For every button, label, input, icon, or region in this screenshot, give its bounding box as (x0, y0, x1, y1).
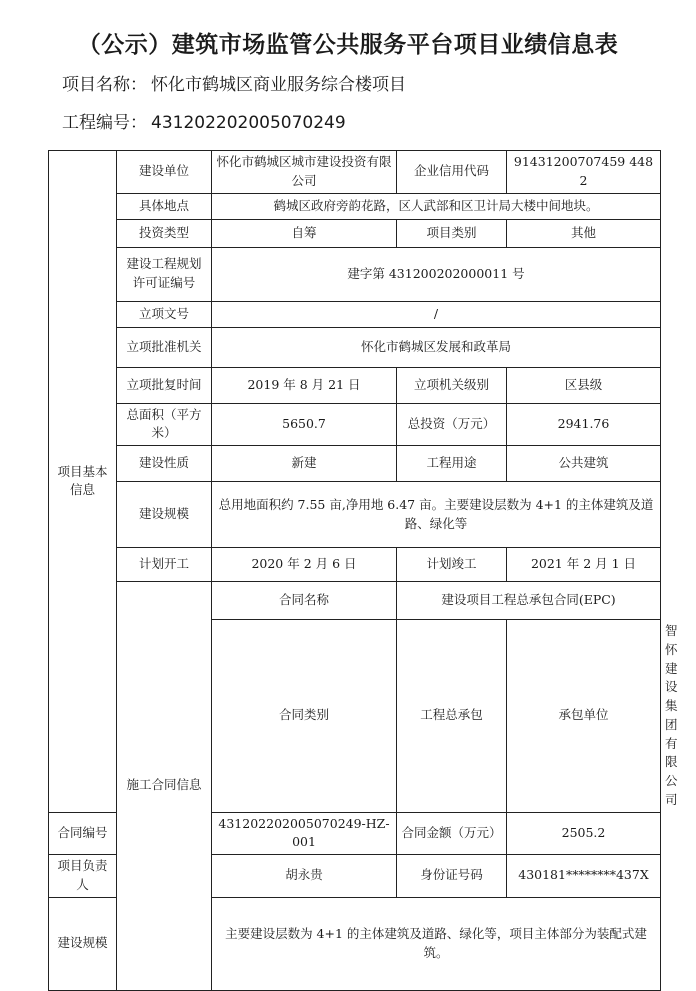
approval-org-value: 怀化市鹤城区发展和政革局 (212, 327, 661, 367)
project-name-label: 项目名称： (62, 75, 147, 95)
permit-value: 建字第 431200202000011 号 (212, 247, 661, 301)
project-code-line (62, 108, 346, 133)
invest-type-value: 自筹 (212, 219, 397, 247)
credit-code-value: 91431200707459 4482 (507, 151, 661, 194)
invest-type-label: 投资类型 (117, 219, 212, 247)
plan-start-value: 2020 年 2 月 6 日 (212, 548, 397, 582)
plan-start-label: 计划开工 (117, 548, 212, 582)
plan-end-label: 计划竣工 (397, 548, 507, 582)
approval-org-label: 立项批准机关 (117, 327, 212, 367)
permit-label: 建设工程规划许可证编号 (117, 247, 212, 301)
table-row (49, 482, 661, 548)
builder-label: 建设单位 (117, 151, 212, 194)
credit-code-label: 企业信用代码 (397, 151, 507, 194)
project-code-value: 431202202005070249 (151, 113, 346, 133)
table-row (49, 247, 661, 301)
contract-scale-value: 主要建设层数为 4+1 的主体建筑及道路、绿化等，项目主体部分为装配式建筑。 (212, 897, 661, 990)
table-row (49, 582, 661, 620)
table-row: 合同类别 工程总承包 承包单位 智怀建设集团有限公司 (49, 620, 661, 813)
location-label: 具体地点 (117, 193, 212, 219)
manager-value: 胡永贵 (212, 855, 397, 898)
info-table (48, 150, 678, 991)
manager-label: 项目负责人 (49, 855, 117, 898)
table-row (49, 548, 661, 582)
table-row (49, 367, 661, 403)
usage-label: 工程用途 (397, 446, 507, 482)
section-basic-label: 项目基本信息 (49, 151, 117, 813)
id-number-value: 430181********437X (507, 855, 661, 898)
project-name-value: 怀化市鹤城区商业服务综合楼项目 (151, 75, 406, 95)
usage-value: 公共建筑 (507, 446, 661, 482)
investment-label: 总投资（万元） (397, 403, 507, 446)
contract-amount-label: 合同金额（万元） (397, 812, 507, 855)
contract-number-label: 合同编号 (49, 812, 117, 855)
scale-value: 总用地面积约 7.55 亩,净用地 6.47 亩。主要建设层数为 4+1 的主体建筑及道路、绿化等 (212, 482, 661, 548)
contract-scale-label: 建设规模 (49, 897, 117, 990)
approval-doc-label: 立项文号 (117, 301, 212, 327)
approval-date-label: 立项批复时间 (117, 367, 212, 403)
section-contract-label: 施工合同信息 (117, 582, 212, 991)
contract-type-value: 工程总承包 (397, 620, 507, 813)
project-category-label: 项目类别 (397, 219, 507, 247)
nature-value: 新建 (212, 446, 397, 482)
table-row (49, 301, 661, 327)
table-row (49, 327, 661, 367)
approval-doc-value: / (212, 301, 661, 327)
table-row (49, 446, 661, 482)
org-level-label: 立项机关级别 (397, 367, 507, 403)
location-value: 鹤城区政府旁韵花路，区人武部和区卫计局大楼中间地块。 (212, 193, 661, 219)
builder-value: 怀化市鹤城区城市建设投资有限公司 (212, 151, 397, 194)
project-name-line (62, 70, 406, 95)
scale-label: 建设规模 (117, 482, 212, 548)
table-row (49, 151, 661, 194)
contractor-label: 承包单位 (507, 620, 661, 813)
nature-label: 建设性质 (117, 446, 212, 482)
org-level-value: 区县级 (507, 367, 661, 403)
contract-name-label: 合同名称 (212, 582, 397, 620)
approval-date-value: 2019 年 8 月 21 日 (212, 367, 397, 403)
area-value: 5650.7 (212, 403, 397, 446)
contract-type-label: 合同类别 (212, 620, 397, 813)
table-row (49, 219, 661, 247)
project-category-value: 其他 (507, 219, 661, 247)
project-code-label: 工程编号： (62, 113, 147, 133)
contract-amount-value: 2505.2 (507, 812, 661, 855)
table-row (49, 403, 661, 446)
table-row (49, 193, 661, 219)
plan-end-value: 2021 年 2 月 1 日 (507, 548, 661, 582)
area-label: 总面积（平方米） (117, 403, 212, 446)
page-title: （公示）建筑市场监管公共服务平台项目业绩信息表 (77, 32, 619, 58)
id-number-label: 身份证号码 (397, 855, 507, 898)
contract-number-value: 431202202005070249-HZ-001 (212, 812, 397, 855)
investment-value: 2941.76 (507, 403, 661, 446)
contract-name-value: 建设项目工程总承包合同(EPC) (397, 582, 661, 620)
